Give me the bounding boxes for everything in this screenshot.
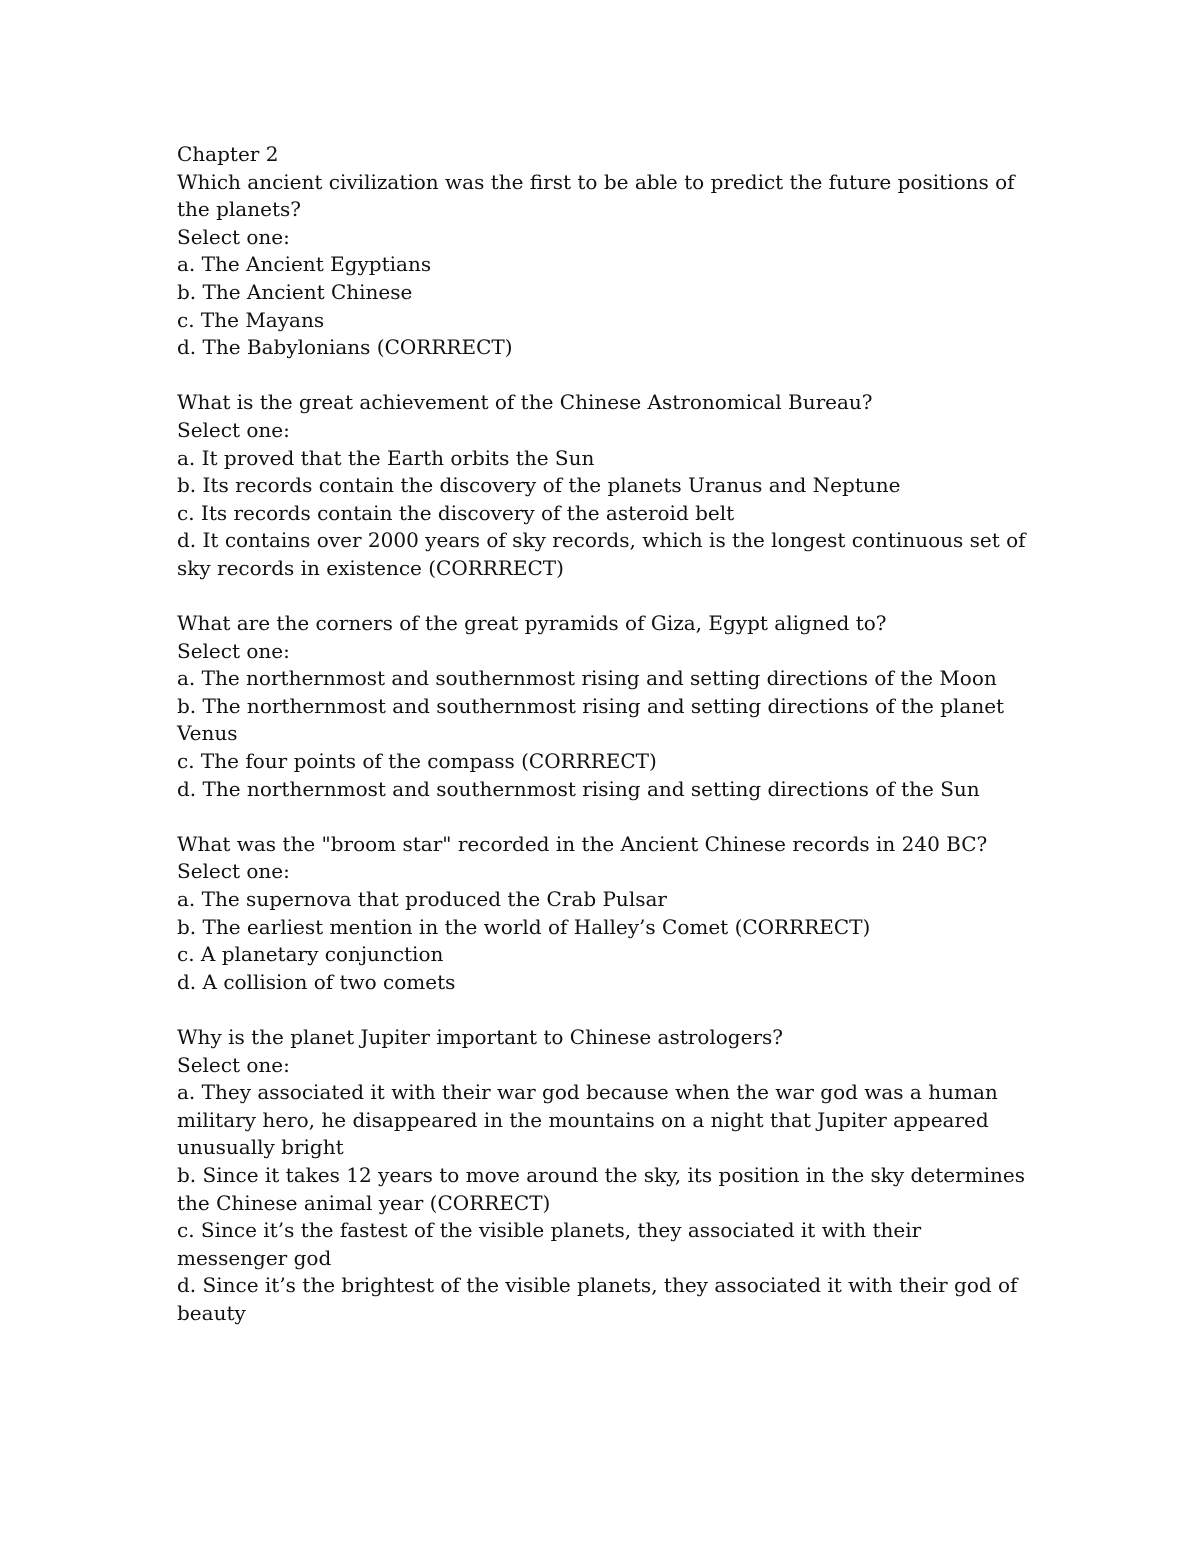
answer-option: b. Since it takes 12 years to move around the sky, its position in the sky determines the Chinese animal year (CORRECT): [177, 1162, 1025, 1215]
answer-option: c. Since it’s the fastest of the visible planets, they associated it with their messenger god: [177, 1218, 922, 1270]
question-block: [177, 831, 1037, 997]
question-block: [177, 610, 1037, 803]
answer-option: c. Its records contain the discovery of the asteroid belt: [177, 500, 735, 525]
blank-line: [177, 583, 1037, 611]
question-prompt: Which ancient civilization was the first to be able to predict the future positions of the planets?: [177, 169, 1015, 222]
question-block: [177, 1024, 1037, 1328]
chapter-title: Chapter 2: [177, 142, 279, 166]
select-one-instruction: Select one:: [177, 417, 290, 442]
answer-option: b. The northernmost and southernmost rising and setting directions of the planet Venus: [177, 693, 1005, 746]
select-one-instruction: Select one:: [177, 638, 290, 663]
blank-line: [177, 362, 1037, 390]
select-one-instruction: Select one:: [177, 1052, 290, 1077]
document-page: [177, 141, 1037, 1328]
answer-option: a. The Ancient Egyptians: [177, 252, 432, 277]
answer-option: a. It proved that the Earth orbits the Sun: [177, 445, 595, 470]
answer-option: a. The northernmost and southernmost rising and setting directions of the Moon: [177, 666, 997, 691]
answer-option: d. The Babylonians (CORRRECT): [177, 335, 513, 360]
question-prompt: What are the corners of the great pyramids of Giza, Egypt aligned to?: [177, 611, 887, 636]
blank-line: [177, 803, 1037, 831]
answer-option: d. It contains over 2000 years of sky records, which is the longest continuous set of sky records in existence (CORRRECT): [177, 528, 1026, 580]
answer-option: c. The four points of the compass (CORRRECT): [177, 749, 657, 774]
blank-line: [177, 996, 1037, 1024]
answer-option: c. The Mayans: [177, 307, 325, 332]
select-one-instruction: Select one:: [177, 859, 290, 884]
answer-option: b. Its records contain the discovery of the planets Uranus and Neptune: [177, 473, 901, 498]
answer-option: d. The northernmost and southernmost rising and setting directions of the Sun: [177, 776, 980, 801]
answer-option: c. A planetary conjunction: [177, 942, 444, 967]
select-one-instruction: Select one:: [177, 224, 290, 249]
answer-option: a. They associated it with their war god because when the war god was a human military hero, he disappeared in the mountains on a night that Jupiter appeared unusually bright: [177, 1080, 998, 1160]
answer-option: b. The earliest mention in the world of Halley’s Comet (CORRRECT): [177, 914, 871, 939]
question-prompt: What is the great achievement of the Chinese Astronomical Bureau?: [177, 390, 873, 415]
question-block: [177, 169, 1037, 362]
question-prompt: Why is the planet Jupiter important to Chinese astrologers?: [177, 1025, 783, 1049]
answer-option: a. The supernova that produced the Crab Pulsar: [177, 887, 667, 912]
question-prompt: What was the "broom star" recorded in the Ancient Chinese records in 240 BC?: [177, 831, 988, 856]
answer-option: d. Since it’s the brightest of the visible planets, they associated it with their god of beauty: [177, 1273, 1018, 1325]
answer-option: b. The Ancient Chinese: [177, 279, 413, 304]
question-block: [177, 389, 1037, 582]
answer-option: d. A collision of two comets: [177, 969, 456, 994]
